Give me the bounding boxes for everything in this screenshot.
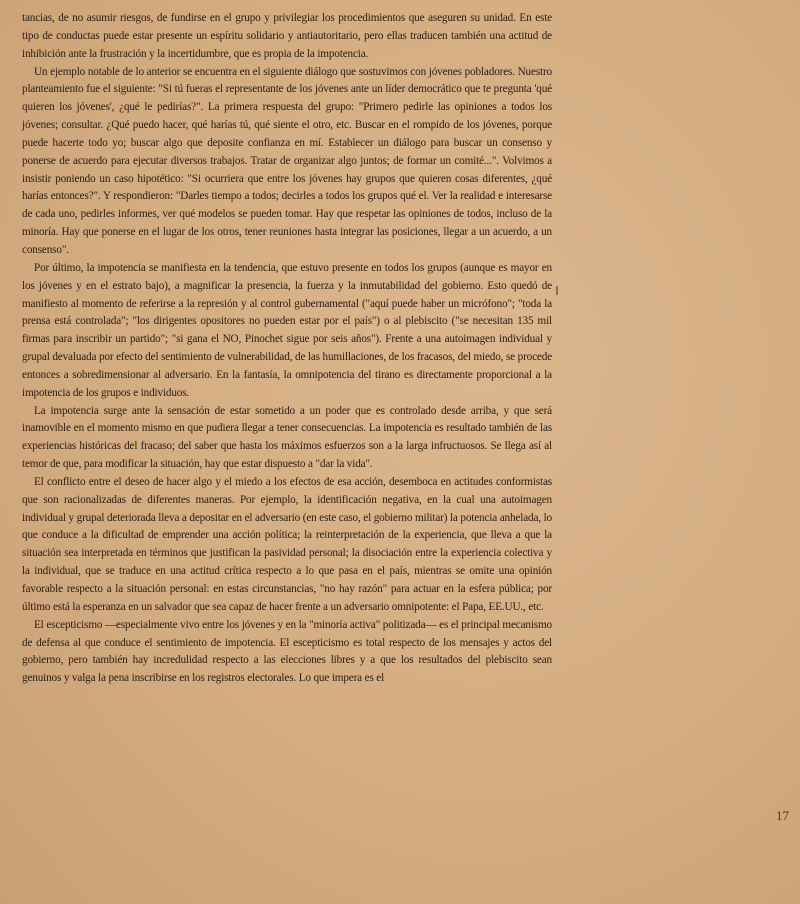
paragraph-2: Un ejemplo notable de lo anterior se encuentra en el siguiente diálogo que sostuvimos con jóvenes pobladores. Nuestro planteamiento fue el siguiente: "Si tú fueras el representante de los jóvenes ante un líder democrático que te pregunta 'qué quieren los jóvenes', ¿qué le pedirías?". La primera respuesta del grupo: "Primero pedirle las opiniones a todos los jóvenes; consultar. ¿Qué puedo hacer, qué harías tú, qué siente el otro, etc. Buscar en el rompido de los jóvenes, porque puede hacerte todo yo; buscar algo que deposite confianza en mí. Establecer un diálogo para buscar un consenso y ponerse de acuerdo para ejecutar diversos trabajos. Tratar de organizar algo juntos; de formar un comité...". Volvimos a insistir poniendo un caso hipotético: "Si ocurriera que entre los jóvenes hay grupos que quieren cosas diferentes, ¿qué harías entonces?". Y respondieron: "Darles tiempo a todos; decirles a todos los grupos qué el. Ver la realidad e interesarse de cada uno, pedirles informes, ver qué modelos se pueden tomar. Hay que respetar las opiniones de todos, incluso de la minoría. Hay que ponerse en el lugar de los otros, tener reuniones hasta integrar las posiciones, llegar a un acuerdo, a un consenso". xyxy=(22,65,552,256)
paragraph-4: La impotencia surge ante la sensación de estar sometido a un poder que es controlado desde arriba, y que será inamovible en el momento mismo en que pudiera llegar a tener consecuencias. La impotencia es resultado también de las experiencias históricas del fracaso; del saber que hasta los máximos esfuerzos son a la larga infructuosos. Se llega así al temor de que, para modificar la situación, hay que estar dispuesto a "dar la vida". xyxy=(22,404,552,471)
ink-speck xyxy=(556,286,558,295)
page-number: 17 xyxy=(776,808,789,823)
paragraph-3: Por último, la impotencia se manifiesta en la tendencia, que estuvo presente en todos los grupos (aunque es mayor en los jóvenes y en el estrato bajo), a magnificar la presencia, la fuerza y la inmutabilidad del gobierno. Esto quedó de manifiesto al momento de referirse a la represión y al control gubernamental ("aquí puede haber un micrófono"; "toda la prensa está controlada"; "los dirigentes opositores no pueden estar por el país") o al plebiscito ("se necesitan 135 mil firmas para inscribir un partido"; "si gana el NO, Pinochet sigue por seis años"). Frente a una autoimagen individual y grupal devaluada por efecto del sentimiento de vulnerabilidad, de las humillaciones, de los fracasos, del miedo, se procede entonces a sobredimensionar al adversario. En la fantasía, la omnipotencia del tirano es directamente proporcional a la impotencia de los grupos e individuos. xyxy=(22,261,552,399)
body-text xyxy=(22,10,552,688)
paragraph-6: El escepticismo —especialmente vivo entre los jóvenes y en la "minoría activa" politizada— es el principal mecanismo de defensa al que conduce el sentimiento de impotencia. El escepticismo es total respecto de los mensajes y actos del gobierno, pero también hay incredulidad respecto a las elecciones libres y a que los resultados del plebiscito sean genuinos y valga la pena inscribirse en los registros electorales. Lo que impera es el xyxy=(22,618,552,685)
paragraph-1: tancias, de no asumir riesgos, de fundirse en el grupo y privilegiar los procedimientos que aseguren su unidad. En este tipo de conductas puede estar presente un espíritu solidario y antiautoritario, pero ellas traducen también una actitud de inhibición ante la frustración y la incertidumbre, que es propia de la impotencia. xyxy=(22,12,552,60)
paragraph-5: El conflicto entre el deseo de hacer algo y el miedo a los efectos de esa acción, desemboca en actitudes conformistas que son racionalizadas de diferentes maneras. Por ejemplo, la identificación negativa, en la cual una autoimagen individual y grupal deteriorada lleva a depositar en el adversario (en este caso, el gobierno militar) la potencia anhelada, lo que conduce a la dificultad de emprender una acción política; la reinterpretación de la experiencia, que lleva a que la situación sea interpretada en términos que justifican la pasividad personal; la disociación entre la experiencia colectiva y la individual, que se traduce en una actitud crítica respecto a lo que pasa en el país, mientras se omite una opinión favorable respecto a la situación personal: en estas circunstancias, "no hay razón" para actuar en la esfera pública; por último está la esperanza en un salvador que sea capaz de hacer frente a un adversario omnipotente: el Papa, EE.UU., etc. xyxy=(22,475,552,613)
